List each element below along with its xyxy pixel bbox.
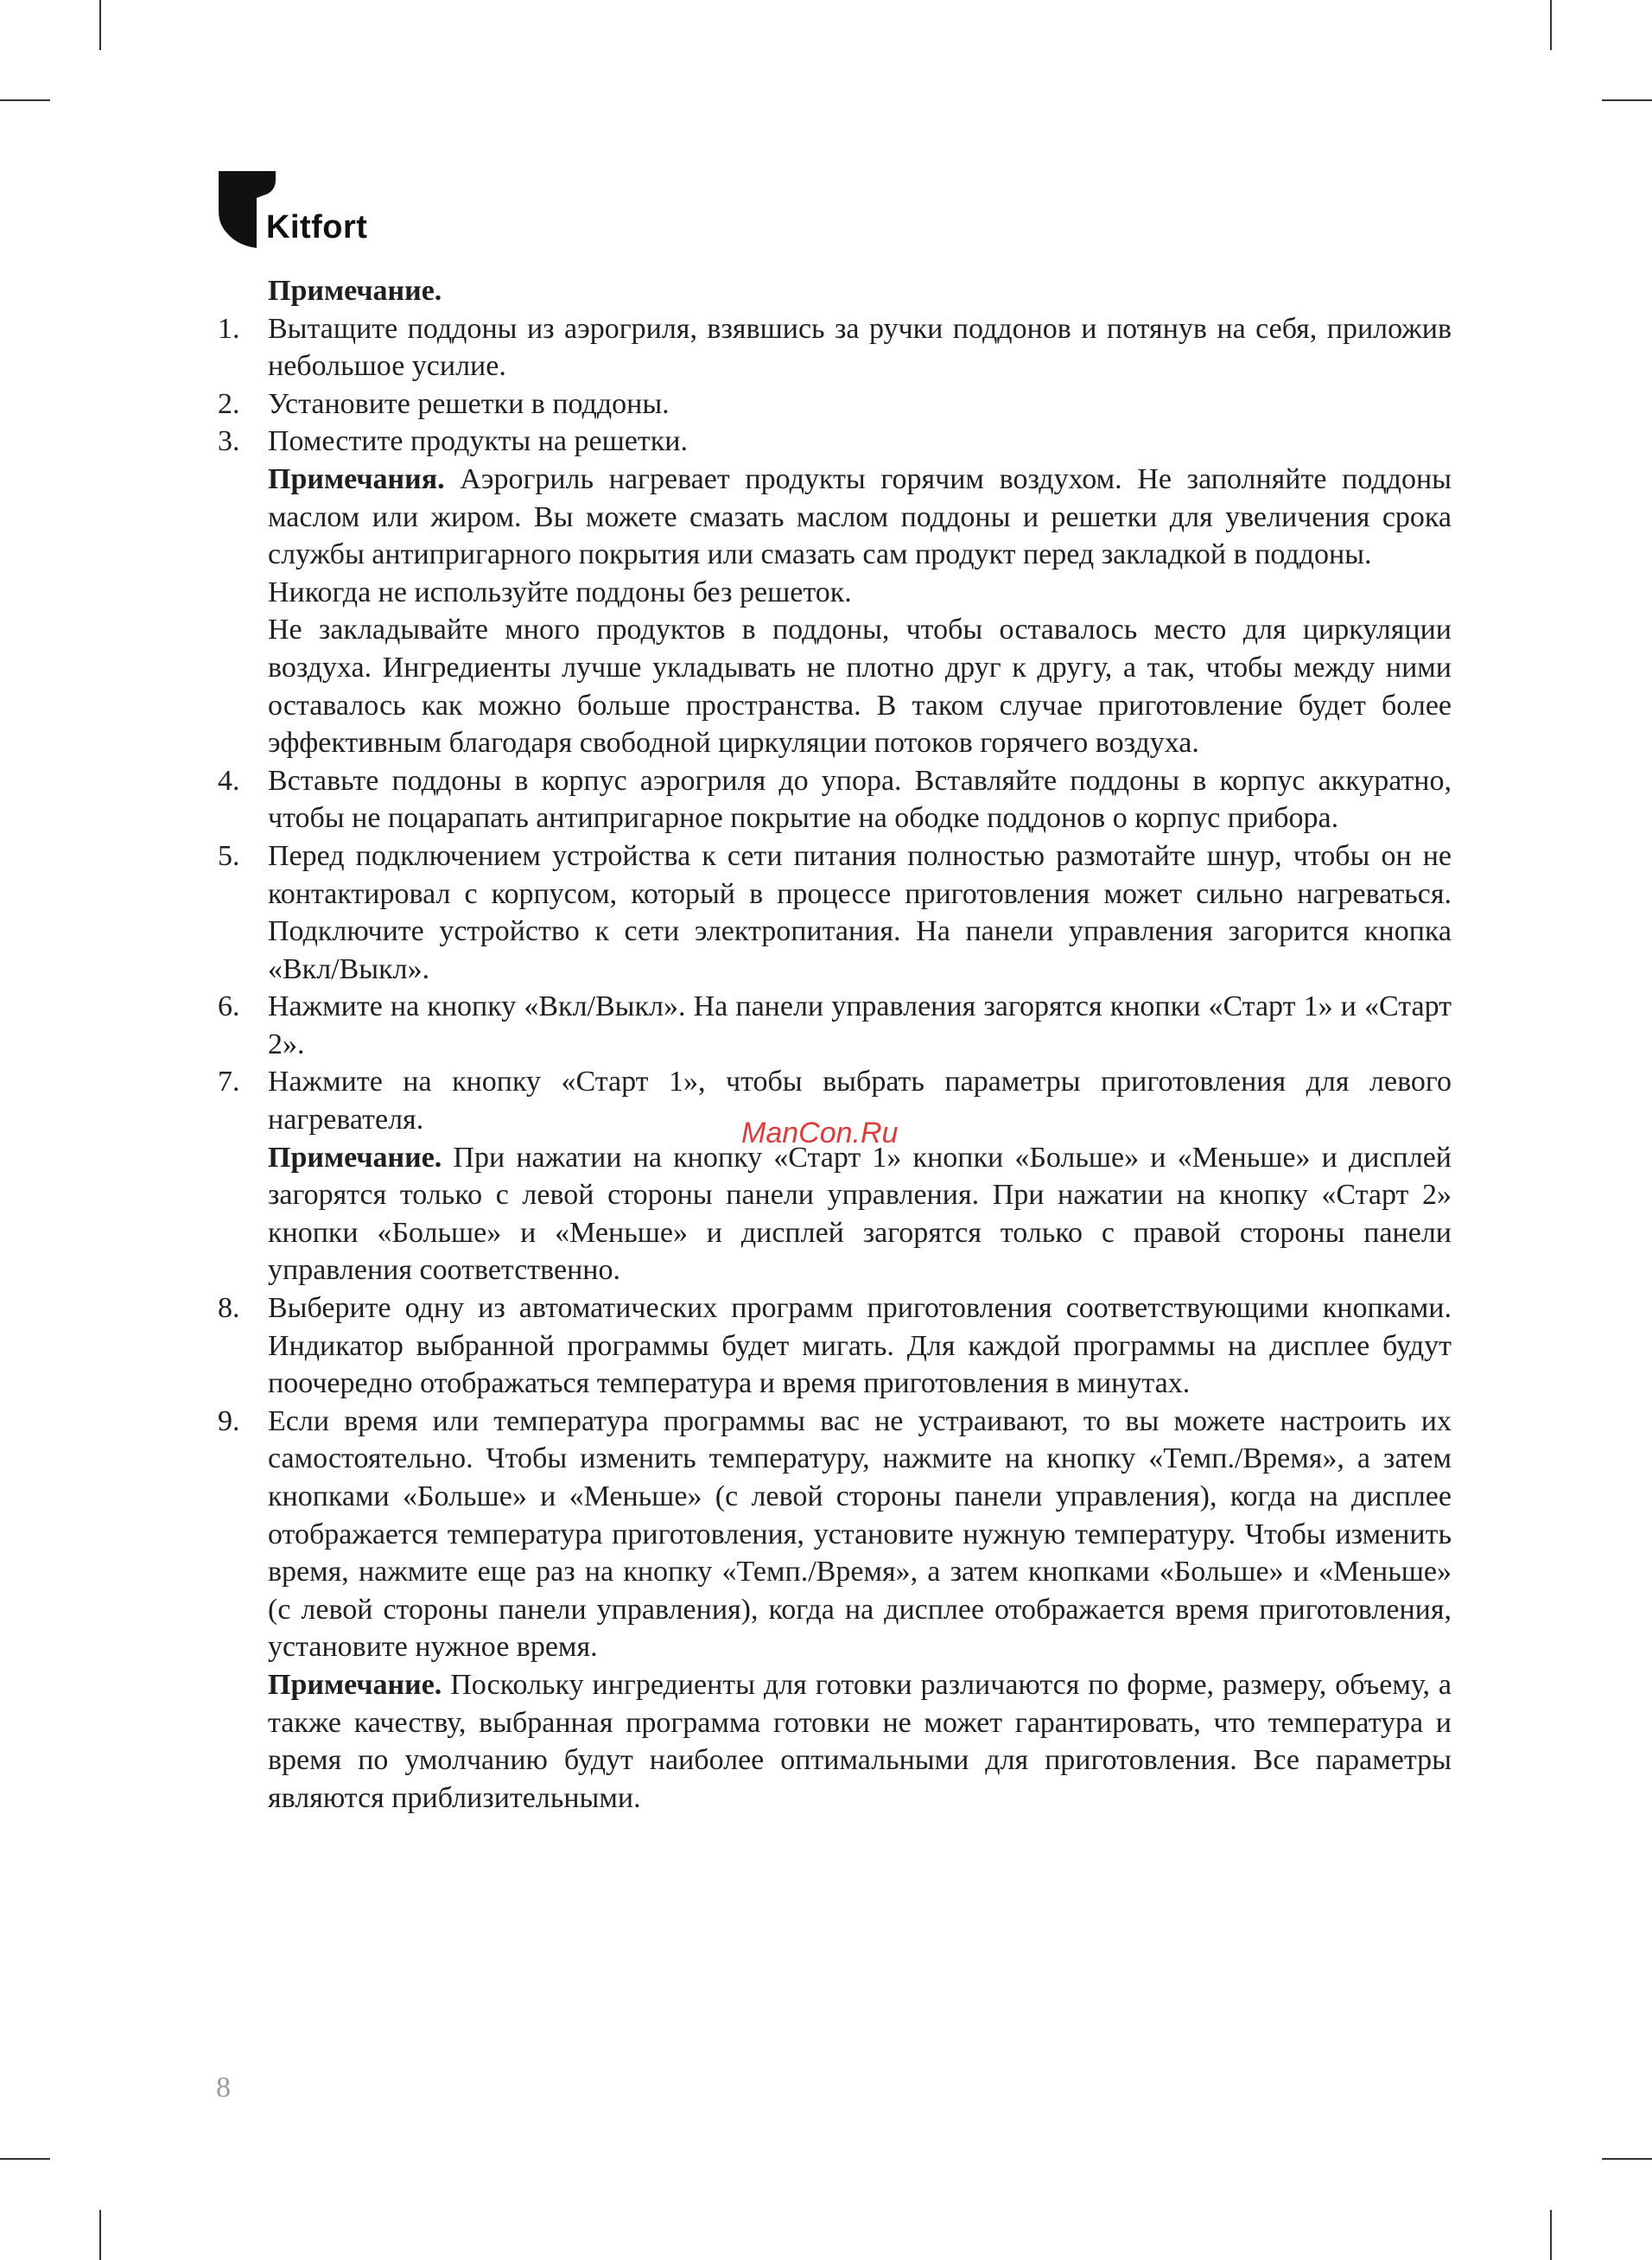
item-text: Выберите одну из автоматических программ приготовления соответствующими кнопками. Индикатор выбранной программы будет мигать. Для каждой программы на дисплее будут поочередно отображаться температура и время приготовления в минутах. [268, 1292, 1452, 1400]
brand-logo [219, 171, 391, 253]
item-text: Вставьте поддоны в корпус аэрогриля до упора. Вставляйте поддоны в корпус аккуратно, чтобы не поцарапать антипригарное покрытие на ободке поддонов о корпус прибора. [268, 764, 1452, 835]
item-text: Установите решетки в поддоны. [268, 387, 670, 420]
item-text: Если время или температура программы вас не устраивают, то вы можете настроить их самостоятельно. Чтобы изменить температуру, нажмите на кнопку «Темп./Время», а затем кнопками «Больше» и «Меньше» (с левой стороны панели управления), когда на дисплее отображается температура приготовления, установите нужную температуру. Чтобы изменить время, нажмите еще раз на кнопку «Темп./Время», а затем кнопками «Больше» и «Меньше» (с левой стороны панели управления), когда на дисплее отображается время приготовления, установите нужное время. [268, 1404, 1452, 1664]
list-item [207, 1289, 1452, 1403]
list-item [207, 423, 1452, 761]
list-item [207, 762, 1452, 837]
item-number: 5. [218, 839, 240, 872]
crop-mark [99, 0, 101, 50]
note-label: Примечание. [268, 1141, 442, 1174]
note-text: При нажатии на кнопку «Старт 1» кнопки «Больше» и «Меньше» и дисплей загорятся только с левой стороны панели управления. При нажатии на кнопку «Старт 2» кнопки «Больше» и «Меньше» и дисплей загорятся только с правой стороны панели управления соответственно. [268, 1141, 1452, 1287]
page-number: 8 [216, 2072, 231, 2104]
item-text: Нажмите на кнопку «Вкл/Выкл». На панели управления загорятся кнопки «Старт 1» и «Старт 2». [268, 990, 1452, 1060]
item-number: 9. [218, 1404, 240, 1437]
crop-mark [1602, 99, 1652, 101]
item-number: 4. [218, 764, 240, 797]
item-text: Нажмите на кнопку «Старт 1», чтобы выбрать параметры приготовления для левого нагревателя. [268, 1066, 1452, 1136]
crop-mark [99, 2210, 101, 2260]
item-note [268, 461, 1452, 574]
item-number: 7. [218, 1066, 240, 1098]
item-extra: Никогда не используйте поддоны без решеток. [268, 576, 852, 608]
note-heading: Примечание. [268, 275, 442, 307]
note-label: Примечания. [268, 462, 445, 495]
crop-mark [0, 99, 50, 101]
note-label: Примечание. [268, 1668, 442, 1701]
item-number: 2. [218, 387, 240, 420]
crop-mark [0, 2158, 50, 2160]
crop-mark [1550, 2210, 1552, 2260]
list-item [207, 988, 1452, 1063]
crop-mark [1602, 2158, 1652, 2160]
list-item [207, 1403, 1452, 1818]
item-number: 3. [218, 425, 240, 458]
item-number: 1. [218, 312, 240, 345]
list-item [207, 837, 1452, 988]
item-number: 6. [218, 990, 240, 1023]
list-item [207, 385, 1452, 423]
item-number: 8. [218, 1292, 240, 1325]
item-text: Поместите продукты на решетки. [268, 425, 688, 458]
note-text: Поскольку ингредиенты для готовки различаются по форме, размеру, объему, а также качеству, выбранная программа готовки не может гарантировать, что температура и время по умолчанию будут наиболее оптимальными для приготовления. Все параметры являются приблизительными. [268, 1668, 1452, 1814]
item-extra: Не закладывайте много продуктов в поддоны, чтобы оставалось место для циркуляции воздуха. Ингредиенты лучше укладывать не плотно друг к другу, а так, чтобы между ними оставалось как можно больше пространства. В таком случае приготовление будет более эффективным благодаря свободной циркуляции потоков горячего воздуха. [268, 614, 1452, 760]
item-note [268, 1139, 1452, 1289]
instructions [207, 272, 1452, 1817]
crop-mark [1550, 0, 1552, 50]
item-text: Вытащите поддоны из аэрогриля, взявшись за ручки поддонов и потянув на себя, приложив небольшое усилие. [268, 312, 1452, 383]
item-note [268, 1666, 1452, 1817]
item-text: Перед подключением устройства к сети питания полностью размотайте шнур, чтобы он не контактировал с корпусом, который в процессе приготовления может сильно нагреваться. Подключите устройство к сети электропитания. На панели управления загорится кнопка «Вкл/Выкл». [268, 839, 1452, 985]
watermark: ManCon.Ru [741, 1117, 899, 1149]
list-item [207, 310, 1452, 385]
note-text: Аэрогриль нагревает продукты горячим воздухом. Не заполняйте поддоны маслом или жиром. Вы можете смазать маслом поддоны и решетки для увеличения срока службы антипригарного покрытия или смазать сам продукт перед закладкой в поддоны. [268, 462, 1452, 571]
list-item [207, 1063, 1452, 1289]
logo-text: Kitfort [266, 209, 368, 245]
